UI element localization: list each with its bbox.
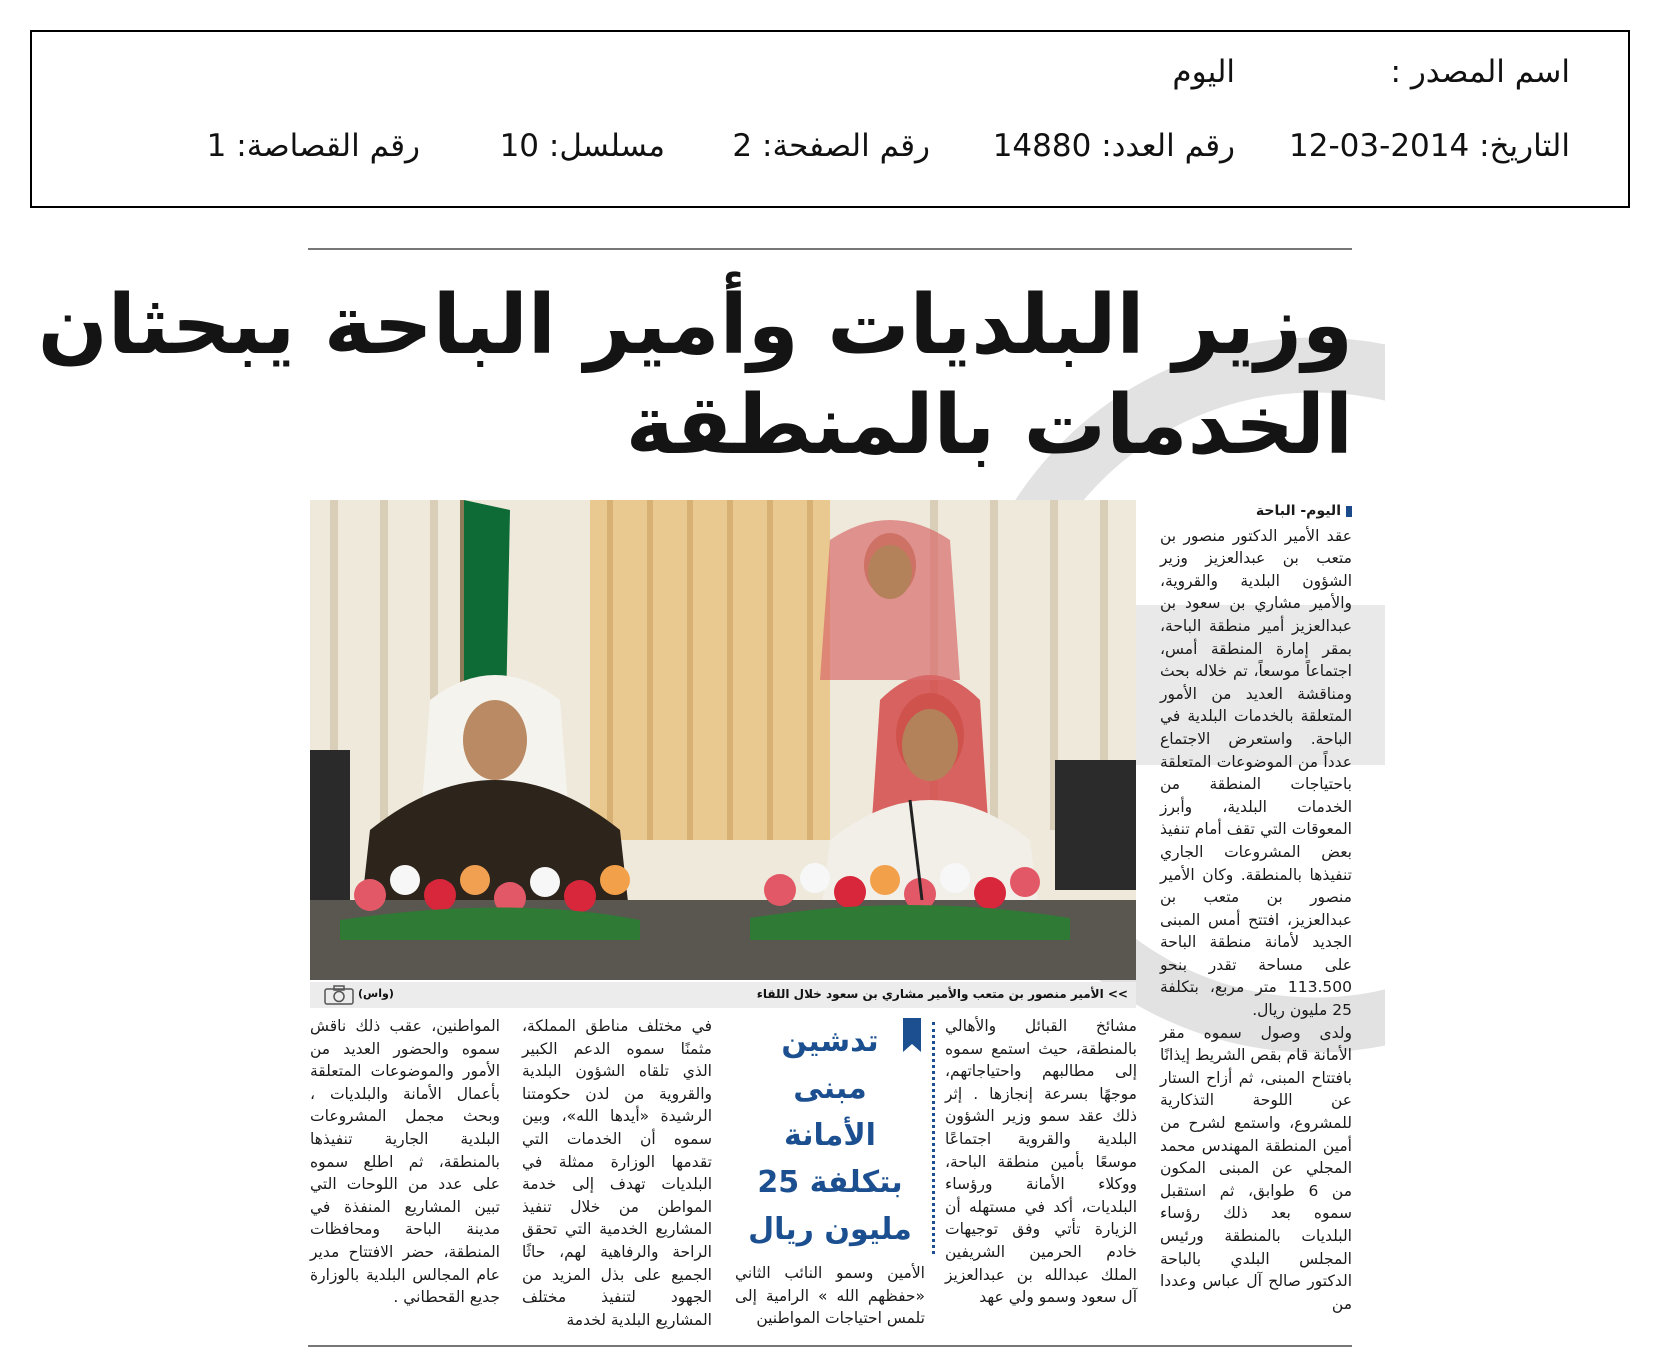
headline-line-1: وزير البلديات وأمير الباحة يبحثان [37,278,1353,373]
pullquote-divider [932,1022,938,1254]
dateline-text: اليوم- الباحة [1255,503,1341,519]
column-1-paragraph-2: ولدى وصول سموه مقر الأمانة قام بقص الشريط إيذانًا بافتتاح المبنى، ثم أزاح الستار عن اللوحة التذكارية للمشروع، واستمع لشرح من أمين المنطقة المهندس محمد المجلي عن المبنى المكون من 6 طوابق، ثم استقبل سموه بعد ذلك رؤساء البلديات بالمنطقة ورئيس المجلس البلدي بالباحة الدكتور صالح آل عباس وعددا من [1160,1023,1352,1313]
article-photo [310,500,1136,980]
dateline-marker-icon [1346,506,1352,517]
top-rule [308,248,1352,250]
pullquote-line-2: مبنى [793,1071,867,1106]
pullquote-line-1: تدشين [781,1024,879,1059]
column-5-paragraph: المواطنين، عقب ذلك ناقش سموه والحضور العديد من الأمور والموضوعات المتعلقة بأعمال الأمانة والبلديات ، وبحث مجمل المشروعات البلدية الجارية تنفيذها بالمنطقة، ثم اطلع سموه على عدد من اللوحات التي تبين المشاريع المنفذة في مدينة الباحة ومحافظات المنطقة، حضر الافتتاح مدير عام المجالس البلدية بالوزارة جديع القحطاني . [310,1017,500,1307]
clipping-metadata-box [30,30,1630,208]
bottom-rule [308,1345,1352,1347]
dateline [1160,500,1352,523]
clip-value: 1 [206,128,227,164]
camera-icon [324,985,354,1005]
article-column-4 [522,1015,712,1329]
column-2-paragraph: مشائخ القبائل والأهالي بالمنطقة، حيث استمع سموه إلى مطالبهم واحتياجاتهم، موجهًا بسرعة إنجازها . إثر ذلك عقد سمو وزير الشؤون البلدية والقروية اجتماعًا موسعًا بأمين منطقة الباحة، ووكلاء الأمانة ورؤساء البلديات، أكد في مستهله أن الزيارة تأتي وفق توجيهات خادم الحرمين الشريفين الملك عبدالله بن عبدالعزيز آل سعود وسمو ولي عهد [945,1017,1137,1307]
date-value: 2014-03-12 [1289,128,1470,164]
headline-line-2: الخدمات بالمنطقة [625,378,1353,473]
source-label: اسم المصدر : [1390,54,1570,90]
pullquote-line-3: الأمانة [784,1118,876,1153]
pullquote-line-4: بتكلفة 25 [757,1165,903,1200]
metadata-row-details [72,128,1570,172]
article-column-3-tail [735,1262,925,1328]
clip-label: رقم القصاصة: [236,128,420,164]
page-field [732,128,930,164]
pullquote [735,1018,925,1258]
source-value: اليوم [1172,54,1235,90]
page-value: 2 [732,128,753,164]
article-column-1 [1160,500,1352,1330]
photo-caption-bar [310,982,1136,1008]
issue-label: رقم العدد: [1101,128,1235,164]
metadata-row-source [72,54,1570,98]
date-field [1289,128,1570,164]
issue-value: 14880 [992,128,1092,164]
serial-value: 10 [499,128,540,164]
clip-field [207,128,420,164]
column-4-paragraph: في مختلف مناطق المملكة، مثمنًا سموه الدعم الكبير الذي تلقاه الشؤون البلدية والقروية من لدن حكومتنا الرشيدة «أيدها الله»، وبين سموه أن الخدمات التي تقدمها الوزارة ممثلة في البلديات تهدف إلى خدمة المواطن من خلال تنفيذ المشاريع الخدمية التي تحقق الراحة والرفاهية لهم، حاثًا الجميع على بذل المزيد من الجهود لتنفيذ مختلف المشاريع البلدية لخدمة [522,1017,712,1329]
photo-credit: (واس) [358,987,394,1000]
column-3-paragraph: الأمين وسمو النائب الثاني «حفظهم الله » الرامية إلى تلمس احتياجات المواطنين [735,1264,925,1328]
article-column-5 [310,1015,500,1325]
article-column-2 [945,1015,1137,1315]
serial-label: مسلسل: [548,128,665,164]
date-label: التاريخ: [1479,128,1570,164]
photo-caption: >> الأمير منصور بن متعب والأمير مشاري بن سعود خلال اللقاء [756,987,1128,1001]
column-1-paragraph-1: عقد الأمير الدكتور منصور بن متعب بن عبدالعزيز وزير الشؤون البلدية والقروية، والأمير مشاري بن سعود بن عبدالعزيز أمير منطقة الباحة، بمقر إمارة المنطقة أمس، اجتماعاً موسعاً، تم خلاله بحث ومناقشة العديد من الأمور المتعلقة بالخدمات البلدية في الباحة. واستعرض الاجتماع عدداً من الموضوعات المتعلقة باحتياجات المنطقة من الخدمات البلدية، وأبرز المعوقات التي تقف أمام تنفيذ بعض المشروعات الجاري تنفيذها بالمنطقة. وكان الأمير منصور بن متعب بن عبدالعزيز، افتتح أمس المبنى الجديد لأمانة منطقة الباحة على مساحة تقدر بنحو 113.500 متر مربع، بتكلفة 25 مليون ريال. [1160,526,1352,1020]
pullquote-line-5: مليون ريال [748,1212,912,1247]
serial-field [500,128,665,164]
page-label: رقم الصفحة: [762,128,930,164]
issue-field [993,128,1235,164]
